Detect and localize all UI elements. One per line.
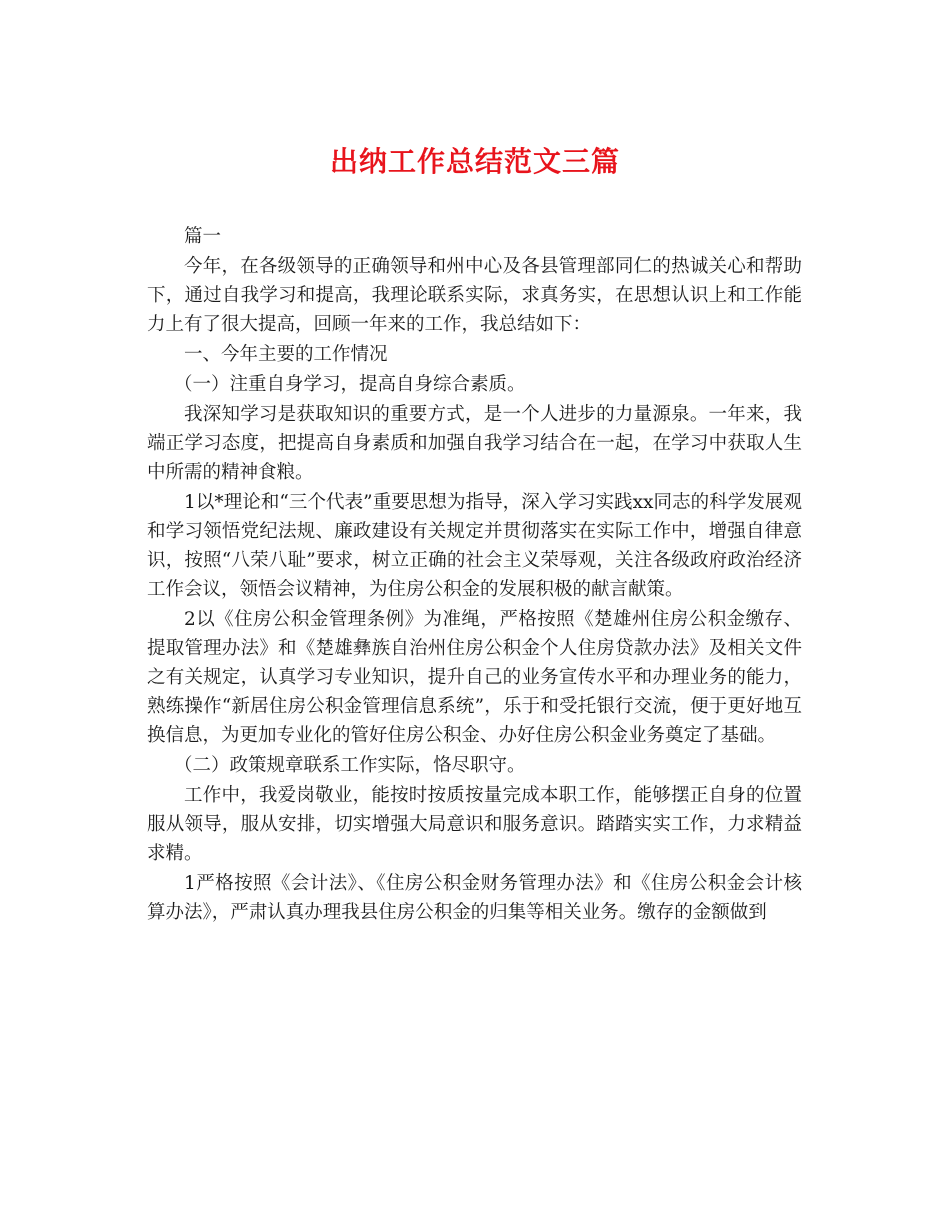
body-paragraph: 1以*理论和“三个代表”重要思想为指导，深入学习实践xx同志的科学发展观和学习领悟党纪法规、廉政建设有关规定并贯彻落实在实际工作中，增强自律意识，按照“八荣八耻”要求，树立正确的社会主义荣辱观，关注各级政府政治经济工作会议，领悟会议精神，为住房公积金的发展积极的献言献策。 <box>147 492 802 600</box>
section-heading: 一、今年主要的工作情况 <box>184 344 388 365</box>
section-label: 篇一 <box>184 226 222 247</box>
body-paragraph: 我深知学习是获取知识的重要方式，是一个人进步的力量源泉。一年来，我端正学习态度，把提高自身素质和加强自我学习结合在一起，在学习中获取人生中所需的精神食粮。 <box>147 404 802 483</box>
body-paragraph: 今年，在各级领导的正确领导和州中心及各县管理部同仁的热诚关心和帮助下，通过自我学习和提高，我理论联系实际，求真务实，在思想认识上和工作能力上有了很大提高，回顾一年来的工作，我总结如下： <box>147 256 802 335</box>
subsection-heading: （一）注重自身学习，提高自身综合素质。 <box>174 374 526 395</box>
body-paragraph: 2以《住房公积金管理条例》为准绳，严格按照《楚雄州住房公积金缴存、提取管理办法》和《楚雄彝族自治州住房公积金个人住房贷款办法》及相关文件之有关规定，认真学习专业知识，提升自己的业务宣传水平和办理业务的能力，熟练操作“新居住房公积金管理信息系统”，乐于和受托银行交流，便于更好地互换信息，为更加专业化的管好住房公积金、办好住房公积金业务奠定了基础。 <box>147 609 802 746</box>
document-title: 出纳工作总结范文三篇 <box>329 145 620 178</box>
document-body <box>147 222 802 928</box>
body-paragraph: 工作中，我爱岗敬业，能按时按质按量完成本职工作，能够摆正自身的位置服从领导，服从安排，切实增强大局意识和服务意识。踏踏实实工作，力求精益求精。 <box>147 785 802 864</box>
body-paragraph: 1严格按照《会计法》、《住房公积金财务管理办法》和《住房公积金会计核算办法》，严肃认真办理我县住房公积金的归集等相关业务。缴存的金额做到 <box>147 873 802 923</box>
subsection-heading: （二）政策规章联系工作实际，恪尽职守。 <box>174 755 526 776</box>
